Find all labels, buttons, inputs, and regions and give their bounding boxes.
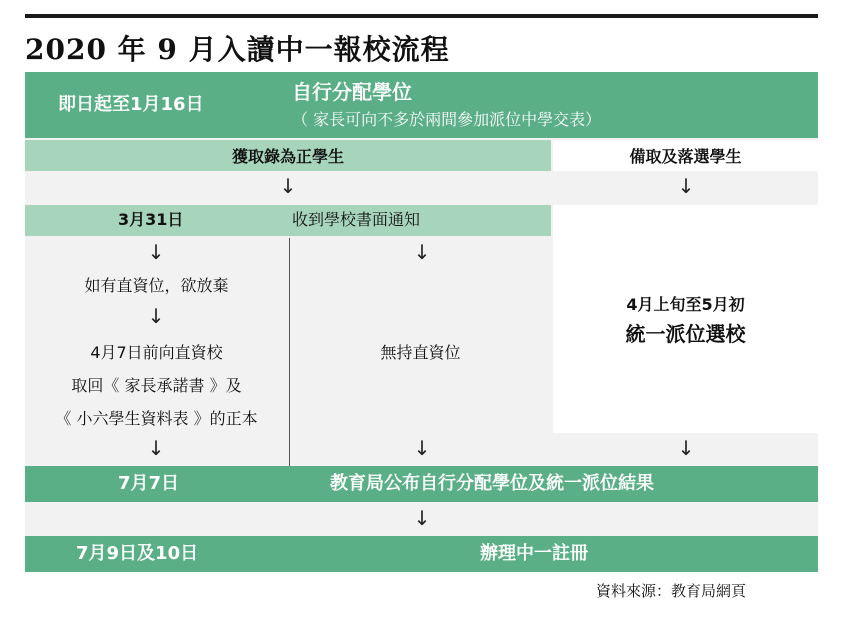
notice-text: 收到學校書面通知	[292, 210, 421, 229]
arrow-down-icon: ↓	[413, 436, 431, 460]
notice-band	[25, 205, 551, 236]
central-allocation-heading: 統一派位選校	[625, 321, 746, 346]
arrow-down-icon: ↓	[147, 240, 165, 264]
results-date: 7月7日	[118, 473, 180, 494]
self-allocation-heading: 自行分配學位	[292, 80, 412, 104]
self-allocation-note: （ 家長可向不多於兩間參加派位中學交表）	[292, 110, 602, 129]
central-allocation-date: 4月上旬至5月初	[626, 294, 745, 314]
arrow-down-icon: ↓	[147, 436, 165, 460]
arrow-down-icon: ↓	[147, 304, 165, 328]
source-note: 資料來源：教育局網頁	[596, 582, 747, 600]
arrow-down-icon: ↓	[279, 174, 297, 198]
waitlist-label: 備取及落選學生	[629, 147, 742, 166]
arrow-down-icon: ↓	[677, 174, 695, 198]
no-dss-text: 無持直資位	[380, 342, 461, 362]
give-up-line-1: 如有直資位，欲放棄	[84, 275, 229, 295]
arrow-down-icon: ↓	[413, 506, 431, 530]
give-up-line-3: 取回《 家長承諾書 》及	[71, 375, 242, 395]
give-up-line-2: 4月7日前向直資校	[90, 342, 223, 362]
admitted-label: 獲取錄為正學生	[231, 147, 344, 166]
arrow-down-icon: ↓	[413, 240, 431, 264]
registration-date: 7月9日及10日	[76, 543, 199, 564]
give-up-line-4: 《 小六學生資料表 》的正本	[55, 408, 258, 428]
registration-text: 辦理中一註冊	[480, 543, 588, 564]
page-title: 2020 年 9 月入讀中一報校流程	[25, 33, 450, 66]
notice-date: 3月31日	[118, 210, 184, 229]
arrow-down-icon: ↓	[677, 436, 695, 460]
top-rule	[25, 14, 818, 18]
self-allocation-date: 即日起至1月16日	[58, 94, 204, 115]
results-text: 教育局公布自行分配學位及統一派位結果	[330, 473, 654, 494]
